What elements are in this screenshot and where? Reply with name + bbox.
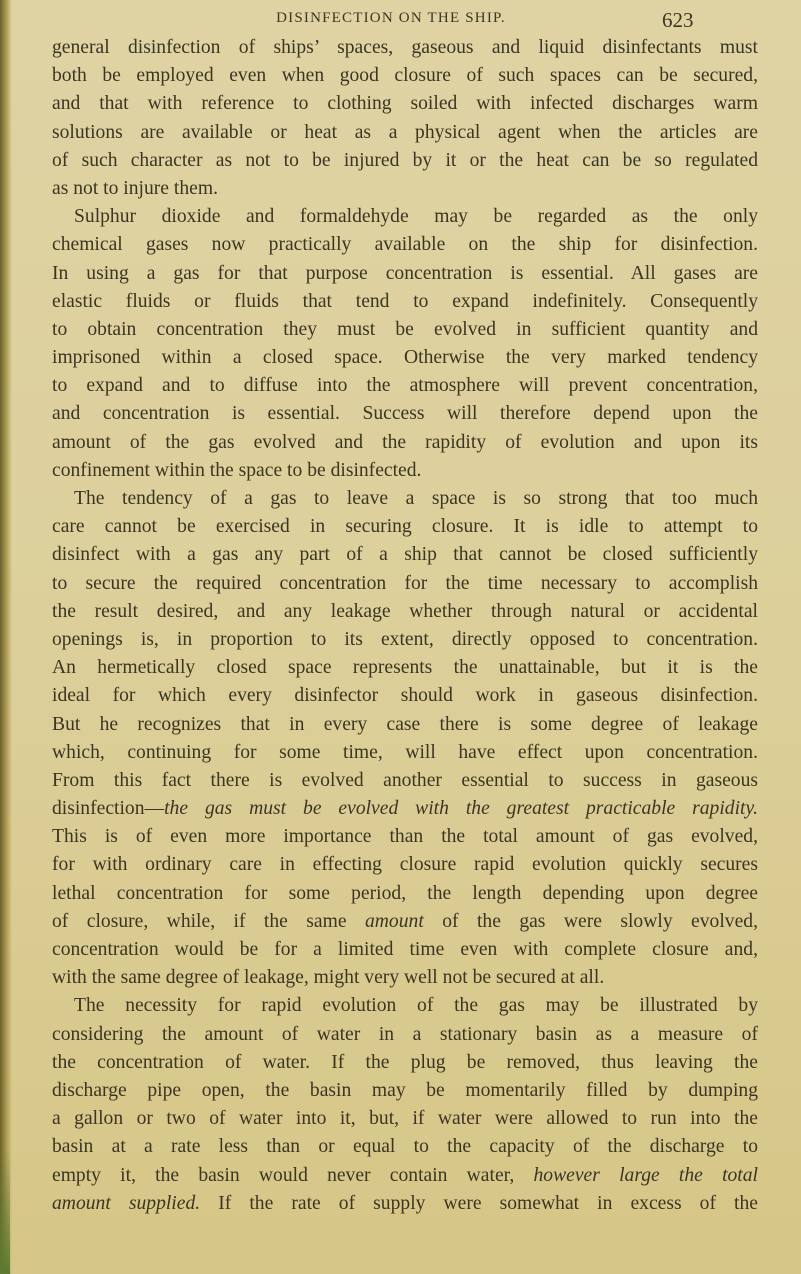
text-line (52, 344, 758, 372)
text-line (52, 288, 758, 316)
text-span: and that with reference to clothing soiled with infected discharges warm (52, 93, 758, 115)
page-number: 623 (662, 8, 694, 32)
text-line (52, 203, 758, 231)
text-line (52, 908, 758, 936)
text-line (52, 795, 758, 823)
text-span: of such character as not to be injured by it or the heat can be so regulated (52, 149, 758, 171)
text-line (52, 598, 758, 626)
text-span: disinfect with a gas any part of a ship that cannot be closed sufficiently (52, 544, 758, 566)
text-line (52, 34, 758, 62)
text-span: as not to injure them. (52, 177, 218, 199)
italic-text: amount (364, 910, 424, 932)
text-span: of closure, while, if the same (52, 910, 365, 932)
text-line (52, 1049, 758, 1077)
text-span: concentration would be for a limited time even with complete closure and, (52, 939, 758, 960)
italic-text: the gas must be evolved with the greatest practicable rapidity. (164, 798, 758, 820)
text-line (52, 457, 758, 485)
text-span: But he recognizes that in every case there is some degree of leakage (52, 713, 758, 735)
text-line (52, 1021, 758, 1049)
text-span: ideal for which every disinfector should work in gaseous disinfection. (52, 685, 758, 707)
text-span: disinfection— (52, 798, 165, 820)
text-span: amount of the gas evolved and the rapidity of evolution and upon its (52, 431, 758, 453)
text-span: a gallon or two of water into it, but, if water were allowed to run into the (52, 1108, 758, 1130)
text-line (52, 231, 758, 259)
text-span: the concentration of water. If the plug be removed, thus leaving the (52, 1051, 758, 1073)
text-line (52, 485, 758, 513)
book-spine-edge (0, 0, 12, 1274)
text-span: This is of even more importance than the total amount of gas evolved, (52, 826, 758, 848)
text-line (52, 936, 758, 964)
text-span: to secure the required concentration for the time necessary to accomplish (52, 572, 758, 594)
text-line (52, 851, 758, 879)
text-line (52, 400, 758, 428)
body-text (52, 34, 758, 1218)
text-span: From this fact there is evolved another essential to success in gaseous (52, 769, 758, 791)
text-line (52, 541, 758, 569)
text-line (52, 1105, 758, 1133)
text-span: both be employed even when good closure of such spaces can be secured, (52, 65, 758, 87)
text-span: Sulphur dioxide and formaldehyde may be regarded as the only (74, 206, 758, 228)
running-header (0, 8, 801, 34)
text-span: If the rate of supply were somewhat in excess of the (200, 1192, 758, 1214)
text-span: The tendency of a gas to leave a space is so strong that too much (74, 488, 758, 509)
text-span: the result desired, and any leakage whether through natural or accidental (52, 600, 758, 622)
text-span: openings is, in proportion to its extent, directly opposed to concentration. (52, 628, 758, 650)
text-span: which, continuing for some time, will have effect upon concentration. (52, 741, 758, 763)
text-line (52, 1133, 758, 1161)
text-span: with the same degree of leakage, might very well not be secured at all. (52, 967, 605, 989)
text-span: for with ordinary care in effecting closure rapid evolution quickly secures (52, 854, 758, 876)
text-line (52, 682, 758, 710)
running-title: DISINFECTION ON THE SHIP. (276, 10, 506, 26)
text-span: chemical gases now practically available on the ship for disinfection. (52, 234, 758, 256)
text-line (52, 175, 758, 203)
text-line (52, 711, 758, 739)
text-line (52, 429, 758, 457)
text-span: of the gas were slowly evolved, (423, 910, 758, 932)
text-line (52, 767, 758, 795)
text-line (52, 513, 758, 541)
text-span: considering the amount of water in a stationary basin as a measure of (52, 1023, 758, 1045)
text-line (52, 1162, 758, 1190)
text-span: discharge pipe open, the basin may be momentarily filled by dumping (52, 1079, 758, 1101)
text-span: general disinfection of ships’ spaces, gaseous and liquid disinfectants must (52, 37, 758, 58)
text-line (52, 992, 758, 1020)
text-line (52, 316, 758, 344)
text-line (52, 570, 758, 598)
text-line (52, 260, 758, 288)
text-span: to obtain concentration they must be evolved in sufficient quantity and (52, 318, 758, 340)
italic-text: however large the total (533, 1164, 758, 1186)
text-line (52, 626, 758, 654)
text-span: imprisoned within a closed space. Otherwise the very marked tendency (52, 347, 758, 369)
text-line (52, 62, 758, 90)
text-line (52, 880, 758, 908)
text-line (52, 90, 758, 118)
text-line (52, 119, 758, 147)
text-span: care cannot be exercised in securing closure. It is idle to attempt to (52, 516, 758, 538)
text-span: elastic fluids or fluids that tend to expand indefinitely. Consequently (52, 290, 758, 312)
text-line (52, 147, 758, 175)
book-spine-edge-bottom (0, 1150, 10, 1274)
text-span: In using a gas for that purpose concentration is essential. All gases are (52, 262, 758, 284)
italic-text: amount supplied. (52, 1192, 201, 1214)
text-span: The necessity for rapid evolution of the gas may be illustrated by (74, 995, 758, 1017)
text-span: confinement within the space to be disinfected. (52, 459, 422, 481)
text-line (52, 964, 758, 992)
text-span: solutions are available or heat as a physical agent when the articles are (52, 121, 758, 143)
text-span: and concentration is essential. Success will therefore depend upon the (52, 403, 758, 425)
text-span: An hermetically closed space represents the unattainable, but it is the (52, 657, 758, 679)
text-line (52, 1077, 758, 1105)
text-line (52, 372, 758, 400)
text-line (52, 739, 758, 767)
text-span: to expand and to diffuse into the atmosphere will prevent concentration, (52, 375, 758, 397)
text-span: empty it, the basin would never contain water, (52, 1164, 534, 1186)
text-span: basin at a rate less than or equal to the capacity of the discharge to (52, 1136, 758, 1158)
text-line (52, 823, 758, 851)
text-span: lethal concentration for some period, the length depending upon degree (52, 882, 758, 904)
text-line (52, 654, 758, 682)
text-line (52, 1190, 758, 1218)
